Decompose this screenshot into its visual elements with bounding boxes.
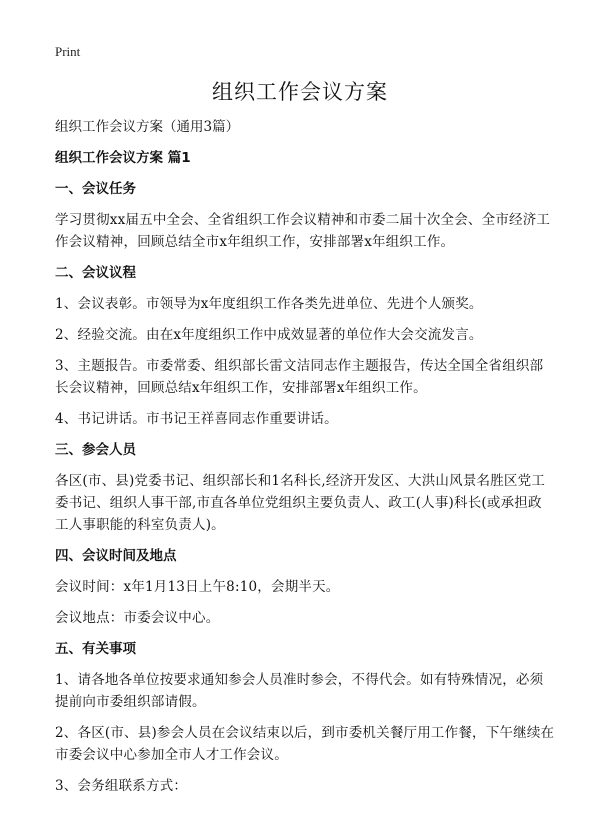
page-title: 组织工作会议方案: [212, 80, 388, 104]
article-heading: 组织工作会议方案 篇1: [55, 150, 191, 166]
section-paragraph: 1、请各地各单位按要求通知参会人员准时参会，不得代会。如有特殊情况，必须提前向市委组织部请假。: [55, 672, 544, 710]
section-heading-attendees: 三、参会人员: [55, 442, 136, 458]
section-heading-tasks: 一、会议任务: [55, 181, 136, 197]
section-paragraph: 2、经验交流。由在x年度组织工作中成效显著的单位作大会交流发言。: [55, 327, 483, 343]
section-heading-matters: 五、有关事项: [55, 641, 136, 657]
section-paragraph: 1、会议表彰。市领导为x年度组织工作各类先进单位、先进个人颁奖。: [55, 296, 483, 312]
section-paragraph: 各区(市、县)党委书记、组织部长和1名科长,经济开发区、大洪山风景名胜区党工委书记、组织人事干部,市直各单位党组织主要负责人、政工(人事)科长(或承担政工人事职能的科室负责人)。: [55, 473, 546, 533]
section-paragraph: 2、各区(市、县)参会人员在会议结束以后，到市委机关餐厅用工作餐，下午继续在市委会议中心参加全市人才工作会议。: [55, 725, 555, 763]
section-paragraph: 会议时间：x年1月13日上午8:10，会期半天。: [55, 579, 340, 595]
section-paragraph: 4、书记讲话。市书记王祥喜同志作重要讲话。: [55, 411, 338, 427]
document-body: [55, 116, 555, 806]
section-paragraph: 学习贯彻xx届五中全会、全省组织工作会议精神和市委二届十次全会、全市经济工作会议精神，回顾总结全市x年组织工作，安排部署x年组织工作。: [55, 212, 551, 250]
section-paragraph: 3、会务组联系方式：: [55, 778, 188, 794]
section-heading-time-place: 四、会议时间及地点: [55, 548, 177, 564]
print-link[interactable]: Print: [55, 44, 81, 59]
section-paragraph: 会议地点：市委会议中心。: [55, 610, 220, 626]
section-paragraph: 3、主题报告。市委常委、组织部长雷文洁同志作主题报告，传达全国全省组织部长会议精神，回顾总结x年组织工作，安排部署x年组织工作。: [55, 358, 544, 396]
section-heading-agenda: 二、会议议程: [55, 265, 136, 281]
document-subtitle: 组织工作会议方案（通用3篇）: [55, 119, 240, 135]
